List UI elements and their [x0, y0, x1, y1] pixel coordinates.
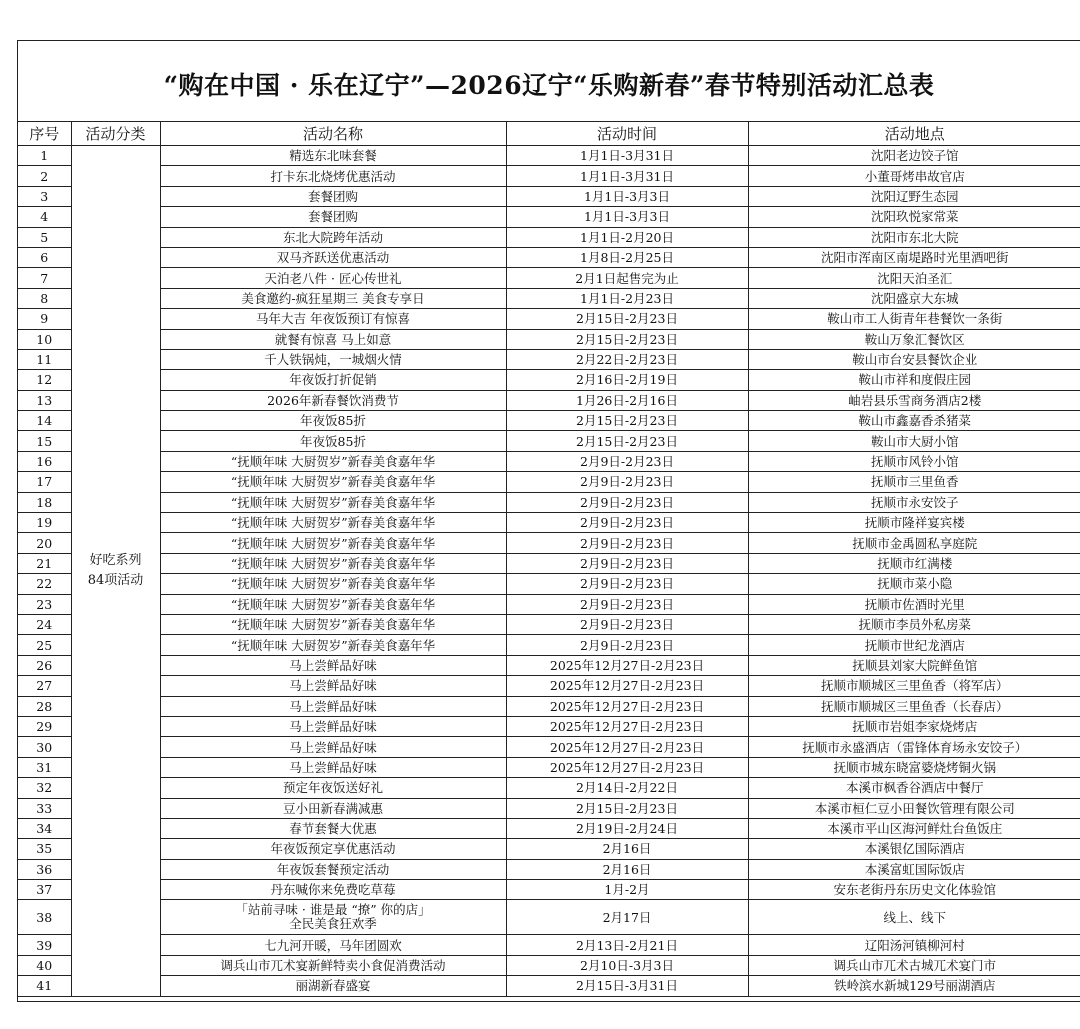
activity-place: 线上、线下 [748, 900, 1080, 935]
activity-name: 年夜饭套餐预定活动 [160, 859, 506, 879]
header-place: 活动地点 [748, 122, 1080, 146]
activity-time: 2025年12月27日-2月23日 [506, 757, 748, 777]
table-row [18, 696, 1080, 716]
row-number: 7 [18, 268, 71, 288]
table-row [18, 533, 1080, 553]
activity-time: 1月1日-3月31日 [506, 146, 748, 166]
table-row [18, 716, 1080, 736]
activity-time: 1月1日-3月31日 [506, 166, 748, 186]
table-row [18, 247, 1080, 267]
activity-name: 东北大院跨年活动 [160, 227, 506, 247]
activity-name: 丹东喊你来免费吃草莓 [160, 880, 506, 900]
activity-place: 小董哥烤串故官店 [748, 166, 1080, 186]
activity-time: 1月26日-2月16日 [506, 390, 748, 410]
activity-place: 抚顺市岩姐李家烧烤店 [748, 716, 1080, 736]
table-row [18, 349, 1080, 369]
row-number: 36 [18, 859, 71, 879]
category-label: 好吃系列 [89, 552, 142, 568]
activity-time: 2月14日-2月22日 [506, 778, 748, 798]
activity-place: 安东老街丹东历史文化体验馆 [748, 880, 1080, 900]
activity-place: 铁岭滨水新城129号丽湖酒店 [748, 976, 1080, 996]
activity-place: 沈阳天泊圣汇 [748, 268, 1080, 288]
table-row [18, 655, 1080, 675]
activity-name: 丽湖新春盛宴 [160, 976, 506, 996]
activity-place: 抚顺市红满楼 [748, 553, 1080, 573]
table-row [18, 614, 1080, 634]
table-row [18, 329, 1080, 349]
activity-time: 2月9日-2月23日 [506, 635, 748, 655]
activity-place: 抚顺县刘家大院鲜鱼馆 [748, 655, 1080, 675]
activity-place: 抚顺市菜小隐 [748, 574, 1080, 594]
activity-name: 调兵山市兀术宴新鲜特卖小食促消费活动 [160, 955, 506, 975]
activity-place: 抚顺市世纪龙酒店 [748, 635, 1080, 655]
activity-name: “抚顺年味 大厨贺岁”新春美食嘉年华 [160, 635, 506, 655]
table-row [18, 839, 1080, 859]
activity-time: 2月9日-2月23日 [506, 553, 748, 573]
activity-place: 调兵山市兀术古城兀术宴门市 [748, 955, 1080, 975]
row-number: 5 [18, 227, 71, 247]
activity-name: 套餐团购 [160, 186, 506, 206]
activity-time: 2月15日-2月23日 [506, 431, 748, 451]
table-row [18, 553, 1080, 573]
activity-place: 沈阳辽野生态园 [748, 186, 1080, 206]
row-number: 38 [18, 900, 71, 935]
activity-name: “抚顺年味 大厨贺岁”新春美食嘉年华 [160, 472, 506, 492]
row-number: 21 [18, 553, 71, 573]
activity-time: 2月22日-2月23日 [506, 349, 748, 369]
row-number: 18 [18, 492, 71, 512]
table-row [18, 309, 1080, 329]
row-number: 35 [18, 839, 71, 859]
header-category: 活动分类 [71, 122, 160, 146]
row-number: 10 [18, 329, 71, 349]
activity-time: 2月9日-2月23日 [506, 492, 748, 512]
table-row [18, 288, 1080, 308]
row-number: 15 [18, 431, 71, 451]
table-body [18, 146, 1080, 997]
activity-time: 1月1日-2月20日 [506, 227, 748, 247]
activity-name: 打卡东北烧烤优惠活动 [160, 166, 506, 186]
row-number: 8 [18, 288, 71, 308]
table-row [18, 635, 1080, 655]
activity-place: 本溪市枫香谷酒店中餐厅 [748, 778, 1080, 798]
activity-place: 抚顺市顺城区三里鱼香（将军店） [748, 676, 1080, 696]
activity-time: 2025年12月27日-2月23日 [506, 655, 748, 675]
activity-name: “抚顺年味 大厨贺岁”新春美食嘉年华 [160, 553, 506, 573]
activity-place: 沈阳市浑南区南堤路时光里酒吧街 [748, 247, 1080, 267]
activity-place: 抚顺市李员外私房菜 [748, 614, 1080, 634]
row-number: 14 [18, 411, 71, 431]
activity-time: 2月10日-3月3日 [506, 955, 748, 975]
activity-name: 年夜饭打折促销 [160, 370, 506, 390]
header-name: 活动名称 [160, 122, 506, 146]
row-number: 25 [18, 635, 71, 655]
activity-name: 年夜饭85折 [160, 431, 506, 451]
table-row [18, 880, 1080, 900]
row-number: 11 [18, 349, 71, 369]
activity-time: 2月16日-2月19日 [506, 370, 748, 390]
table-row [18, 451, 1080, 471]
activity-time: 2月15日-2月23日 [506, 411, 748, 431]
activity-time: 2月19日-2月24日 [506, 818, 748, 838]
table-row [18, 186, 1080, 206]
row-number: 39 [18, 935, 71, 955]
row-number: 1 [18, 146, 71, 166]
table-row [18, 227, 1080, 247]
activity-time: 2月15日-2月23日 [506, 309, 748, 329]
activity-place: 岫岩县乐雪商务酒店2楼 [748, 390, 1080, 410]
activity-time: 2月17日 [506, 900, 748, 935]
row-number: 13 [18, 390, 71, 410]
activity-place: 沈阳玖悦家常菜 [748, 207, 1080, 227]
activity-place: 鞍山市大厨小馆 [748, 431, 1080, 451]
activity-place: 本溪市桓仁豆小田餐饮管理有限公司 [748, 798, 1080, 818]
activity-place: 抚顺市三里鱼香 [748, 472, 1080, 492]
table-row [18, 859, 1080, 879]
activity-place: 抚顺市顺城区三里鱼香（长春店） [748, 696, 1080, 716]
table-row [18, 818, 1080, 838]
category-cell [71, 146, 160, 997]
activity-time: 2月13日-2月21日 [506, 935, 748, 955]
activity-name: 马年大吉 年夜饭预订有惊喜 [160, 309, 506, 329]
activity-name: 豆小田新春满减惠 [160, 798, 506, 818]
row-number: 29 [18, 716, 71, 736]
table-row [18, 492, 1080, 512]
activity-time: 2月9日-2月23日 [506, 513, 748, 533]
activity-place: 鞍山市台安县餐饮企业 [748, 349, 1080, 369]
activity-name: 马上尝鲜品好味 [160, 757, 506, 777]
activity-place: 鞍山市工人街青年巷餐饮一条街 [748, 309, 1080, 329]
activity-place: 抚顺市城东晓富婆烧烤铜火锅 [748, 757, 1080, 777]
page-title: “购在中国 · 乐在辽宁”—2026辽宁“乐购新春”春节特别活动汇总表 [163, 71, 935, 100]
activity-time: 2025年12月27日-2月23日 [506, 737, 748, 757]
activity-time: 2月9日-2月23日 [506, 533, 748, 553]
activity-time: 2月9日-2月23日 [506, 574, 748, 594]
activity-place: 抚顺市永盛酒店（雷锋体育场永安饺子） [748, 737, 1080, 757]
activity-name: 春节套餐大优惠 [160, 818, 506, 838]
table-row [18, 935, 1080, 955]
activity-table [18, 122, 1080, 997]
table-row [18, 411, 1080, 431]
activity-time: 1月-2月 [506, 880, 748, 900]
activity-name: “抚顺年味 大厨贺岁”新春美食嘉年华 [160, 614, 506, 634]
table-row [18, 955, 1080, 975]
activity-time: 2月15日-2月23日 [506, 798, 748, 818]
row-number: 30 [18, 737, 71, 757]
row-number: 2 [18, 166, 71, 186]
activity-name: 精选东北味套餐 [160, 146, 506, 166]
row-number: 32 [18, 778, 71, 798]
activity-place: 抚顺市永安饺子 [748, 492, 1080, 512]
table-row [18, 976, 1080, 996]
category-count: 84项活动 [87, 572, 144, 588]
activity-time: 1月1日-3月3日 [506, 186, 748, 206]
row-number: 3 [18, 186, 71, 206]
activity-place: 抚顺市风铃小馆 [748, 451, 1080, 471]
activity-name: 双马齐跃送优惠活动 [160, 247, 506, 267]
row-number: 27 [18, 676, 71, 696]
table-row [18, 574, 1080, 594]
summary-sheet [17, 40, 1080, 1002]
activity-time: 2月9日-2月23日 [506, 451, 748, 471]
table-row [18, 594, 1080, 614]
activity-name: 就餐有惊喜 马上如意 [160, 329, 506, 349]
activity-name: 马上尝鲜品好味 [160, 737, 506, 757]
table-row [18, 676, 1080, 696]
table-row [18, 390, 1080, 410]
activity-place: 本溪市平山区海河鲜灶台鱼饭庄 [748, 818, 1080, 838]
row-number: 34 [18, 818, 71, 838]
activity-place: 鞍山市鑫嘉香杀猪菜 [748, 411, 1080, 431]
activity-place: 沈阳盛京大东城 [748, 288, 1080, 308]
activity-place: 鞍山市祥和度假庄园 [748, 370, 1080, 390]
activity-time: 2月16日 [506, 859, 748, 879]
activity-place: 抚顺市佐酒时光里 [748, 594, 1080, 614]
activity-name-line2: 全民美食狂欢季 [289, 916, 377, 932]
activity-name: 七九河开暖，马年团圆欢 [160, 935, 506, 955]
activity-time: 2025年12月27日-2月23日 [506, 676, 748, 696]
activity-name: 年夜饭预定享优惠活动 [160, 839, 506, 859]
activity-place: 沈阳市东北大院 [748, 227, 1080, 247]
title-row [18, 41, 1080, 122]
row-number: 16 [18, 451, 71, 471]
row-number: 31 [18, 757, 71, 777]
table-row [18, 472, 1080, 492]
row-number: 4 [18, 207, 71, 227]
activity-time: 2月15日-3月31日 [506, 976, 748, 996]
row-number: 19 [18, 513, 71, 533]
row-number: 40 [18, 955, 71, 975]
activity-place: 鞍山万象汇餐饮区 [748, 329, 1080, 349]
table-row [18, 431, 1080, 451]
activity-time: 2月15日-2月23日 [506, 329, 748, 349]
header-no: 序号 [18, 122, 71, 146]
activity-name: 天泊老八件 · 匠心传世礼 [160, 268, 506, 288]
activity-place: 抚顺市隆祥宴宾楼 [748, 513, 1080, 533]
table-row [18, 757, 1080, 777]
activity-place: 本溪银亿国际酒店 [748, 839, 1080, 859]
activity-time: 2025年12月27日-2月23日 [506, 696, 748, 716]
row-number: 37 [18, 880, 71, 900]
activity-name: “抚顺年味 大厨贺岁”新春美食嘉年华 [160, 574, 506, 594]
activity-time: 1月8日-2月25日 [506, 247, 748, 267]
row-number: 12 [18, 370, 71, 390]
table-row [18, 798, 1080, 818]
activity-time: 2月9日-2月23日 [506, 614, 748, 634]
table-row [18, 900, 1080, 935]
activity-name-line1: 「站前寻味 · 谁是最 “撩” 你的店」 [235, 902, 431, 918]
row-number: 17 [18, 472, 71, 492]
table-row [18, 370, 1080, 390]
table-row [18, 513, 1080, 533]
activity-name: “抚顺年味 大厨贺岁”新春美食嘉年华 [160, 594, 506, 614]
row-number: 23 [18, 594, 71, 614]
table-row [18, 778, 1080, 798]
header-row [18, 122, 1080, 146]
activity-name: “抚顺年味 大厨贺岁”新春美食嘉年华 [160, 533, 506, 553]
table-row [18, 146, 1080, 166]
row-number: 9 [18, 309, 71, 329]
row-number: 24 [18, 614, 71, 634]
row-number: 28 [18, 696, 71, 716]
activity-name: 2026年新春餐饮消费节 [160, 390, 506, 410]
row-number: 33 [18, 798, 71, 818]
activity-time: 2025年12月27日-2月23日 [506, 716, 748, 736]
activity-name: “抚顺年味 大厨贺岁”新春美食嘉年华 [160, 492, 506, 512]
activity-name: “抚顺年味 大厨贺岁”新春美食嘉年华 [160, 451, 506, 471]
activity-time: 2月1日起售完为止 [506, 268, 748, 288]
activity-time: 2月16日 [506, 839, 748, 859]
activity-time: 1月1日-3月3日 [506, 207, 748, 227]
activity-time: 1月1日-2月23日 [506, 288, 748, 308]
row-number: 20 [18, 533, 71, 553]
activity-name: 马上尝鲜品好味 [160, 676, 506, 696]
activity-place: 本溪富虹国际饭店 [748, 859, 1080, 879]
activity-place: 沈阳老边饺子馆 [748, 146, 1080, 166]
row-number: 26 [18, 655, 71, 675]
activity-name [160, 900, 506, 935]
activity-name: 马上尝鲜品好味 [160, 716, 506, 736]
header-time: 活动时间 [506, 122, 748, 146]
activity-time: 2月9日-2月23日 [506, 472, 748, 492]
activity-name: “抚顺年味 大厨贺岁”新春美食嘉年华 [160, 513, 506, 533]
activity-name: 预定年夜饭送好礼 [160, 778, 506, 798]
activity-time: 2月9日-2月23日 [506, 594, 748, 614]
row-number: 6 [18, 247, 71, 267]
activity-name: 马上尝鲜品好味 [160, 696, 506, 716]
row-number: 22 [18, 574, 71, 594]
table-row [18, 268, 1080, 288]
activity-name: 年夜饭85折 [160, 411, 506, 431]
activity-place: 抚顺市金禹圆私享庭院 [748, 533, 1080, 553]
activity-name: 套餐团购 [160, 207, 506, 227]
table-row [18, 207, 1080, 227]
table-row [18, 737, 1080, 757]
activity-name: 马上尝鲜品好味 [160, 655, 506, 675]
activity-name: 千人铁锅炖，一城烟火情 [160, 349, 506, 369]
row-number: 41 [18, 976, 71, 996]
activity-place: 辽阳汤河镇柳河村 [748, 935, 1080, 955]
table-row [18, 166, 1080, 186]
activity-name: 美食邀约-疯狂星期三 美食专享日 [160, 288, 506, 308]
